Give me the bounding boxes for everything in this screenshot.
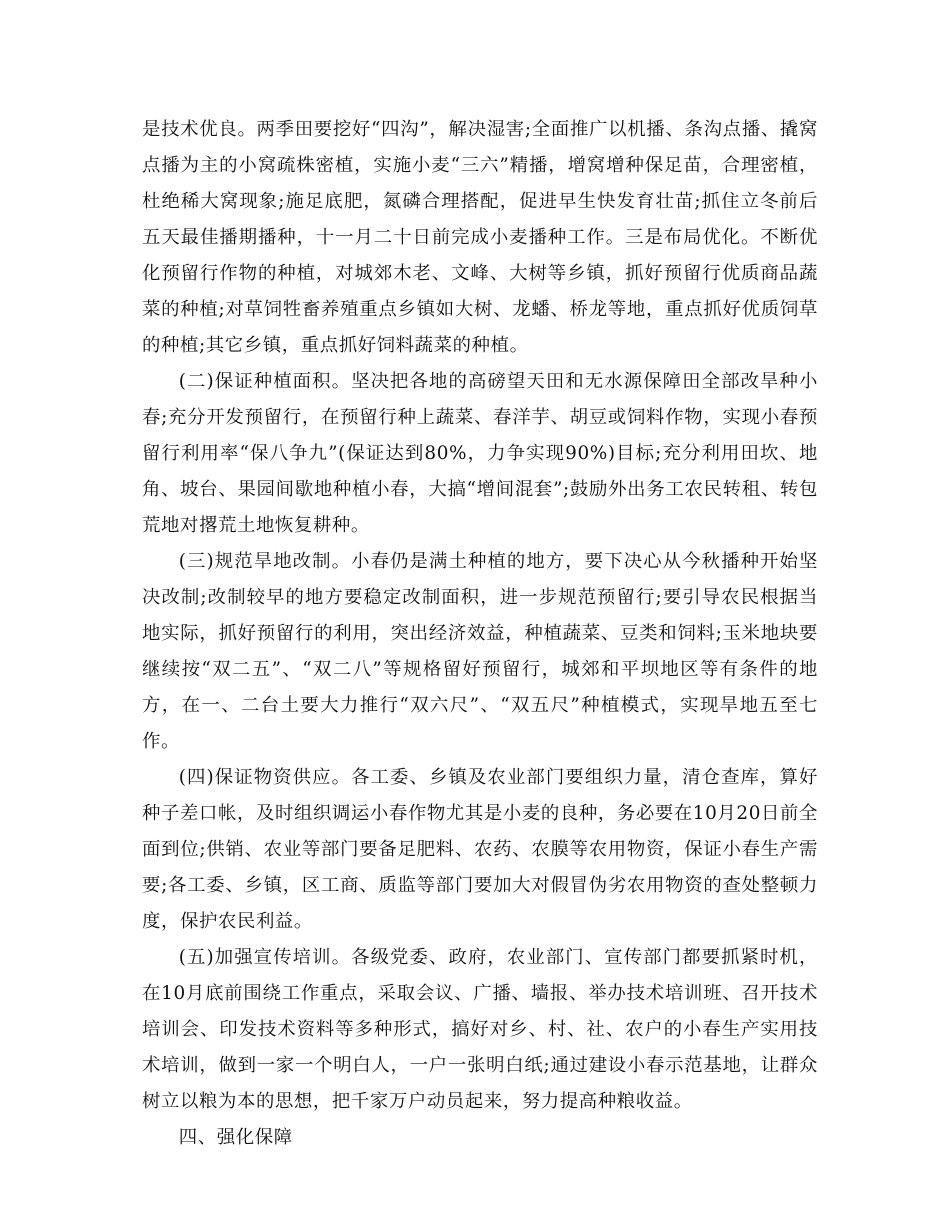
paragraph-section-4: (四)保证物资供应。各工委、乡镇及农业部门要组织力量，清仓查库，算好种子差口帐，及时组织调运小春作物尤其是小麦的良种，务必要在10月20日前全面到位;供销、农业等部门要备足肥料、农药、农膜等农用物资，保证小春生产需要;各工委、乡镇，区工商、质监等部门要加大对假冒伪劣农用物资的查处整顿力度，保护农民利益。 [142,767,818,932]
paragraph-section-3: (三)规范旱地改制。小春仍是满土种植的地方，要下决心从今秋播种开始坚决改制;改制较早的地方要稳定改制面积，进一步规范预留行;要引导农民根据当地实际，抓好预留行的利用，突出经济效益，种植蔬菜、豆类和饲料;玉米地块要继续按“双二五”、“双二八”等规格留好预留行，城郊和平坝地区等有条件的地方，在一、二台土要大力推行“双六尺”、“双五尺”种植模式，实现旱地五至七作。 [142,551,818,752]
body-text [142,112,818,1156]
paragraph-continuation: 是技术优良。两季田要挖好“四沟”，解决湿害;全面推广以机播、条沟点播、撬窝点播为主的小窝疏株密植，实施小麦“三六”精播，增窝增种保足苗，合理密植，杜绝稀大窝现象;施足底肥，氮磷合理搭配，促进早生快发育壮苗;抓住立冬前后五天最佳播期播种，十一月二十日前完成小麦播种工作。三是布局优化。不断优化预留行作物的种植，对城郊木老、文峰、大树等乡镇，抓好预留行优质商品蔬菜的种植;对草饲牲畜养殖重点乡镇如大树、龙蟠、桥龙等地，重点抓好优质饲草的种植;其它乡镇，重点抓好饲料蔬菜的种植。 [142,119,818,356]
paragraph-section-5: (五)加强宣传培训。各级党委、政府，农业部门、宣传部门都要抓紧时机，在10月底前围绕工作重点，采取会议、广播、墙报、举办技术培训班、召开技术培训会、印发技术资料等多种形式，搞好对乡、村、社、农户的小春生产实用技术培训，做到一家一个明白人，一户一张明白纸;通过建设小春示范基地，让群众树立以粮为本的思想，把千家万户动员起来，努力提高种粮收益。 [142,947,818,1112]
paragraph-section-2: (二)保证种植面积。坚决把各地的高磅望天田和无水源保障田全部改旱种小春;充分开发预留行，在预留行种上蔬菜、春洋芋、胡豆或饲料作物，实现小春预留行利用率“保八争九”(保证达到80%，力争实现90%)目标;充分利用田坎、地角、坡台、果园间歇地种植小春，大搞“增间混套”;鼓励外出务工农民转租、转包荒地对撂荒土地恢复耕种。 [142,371,818,536]
section-heading-4: 四、强化保障 [178,1127,293,1148]
